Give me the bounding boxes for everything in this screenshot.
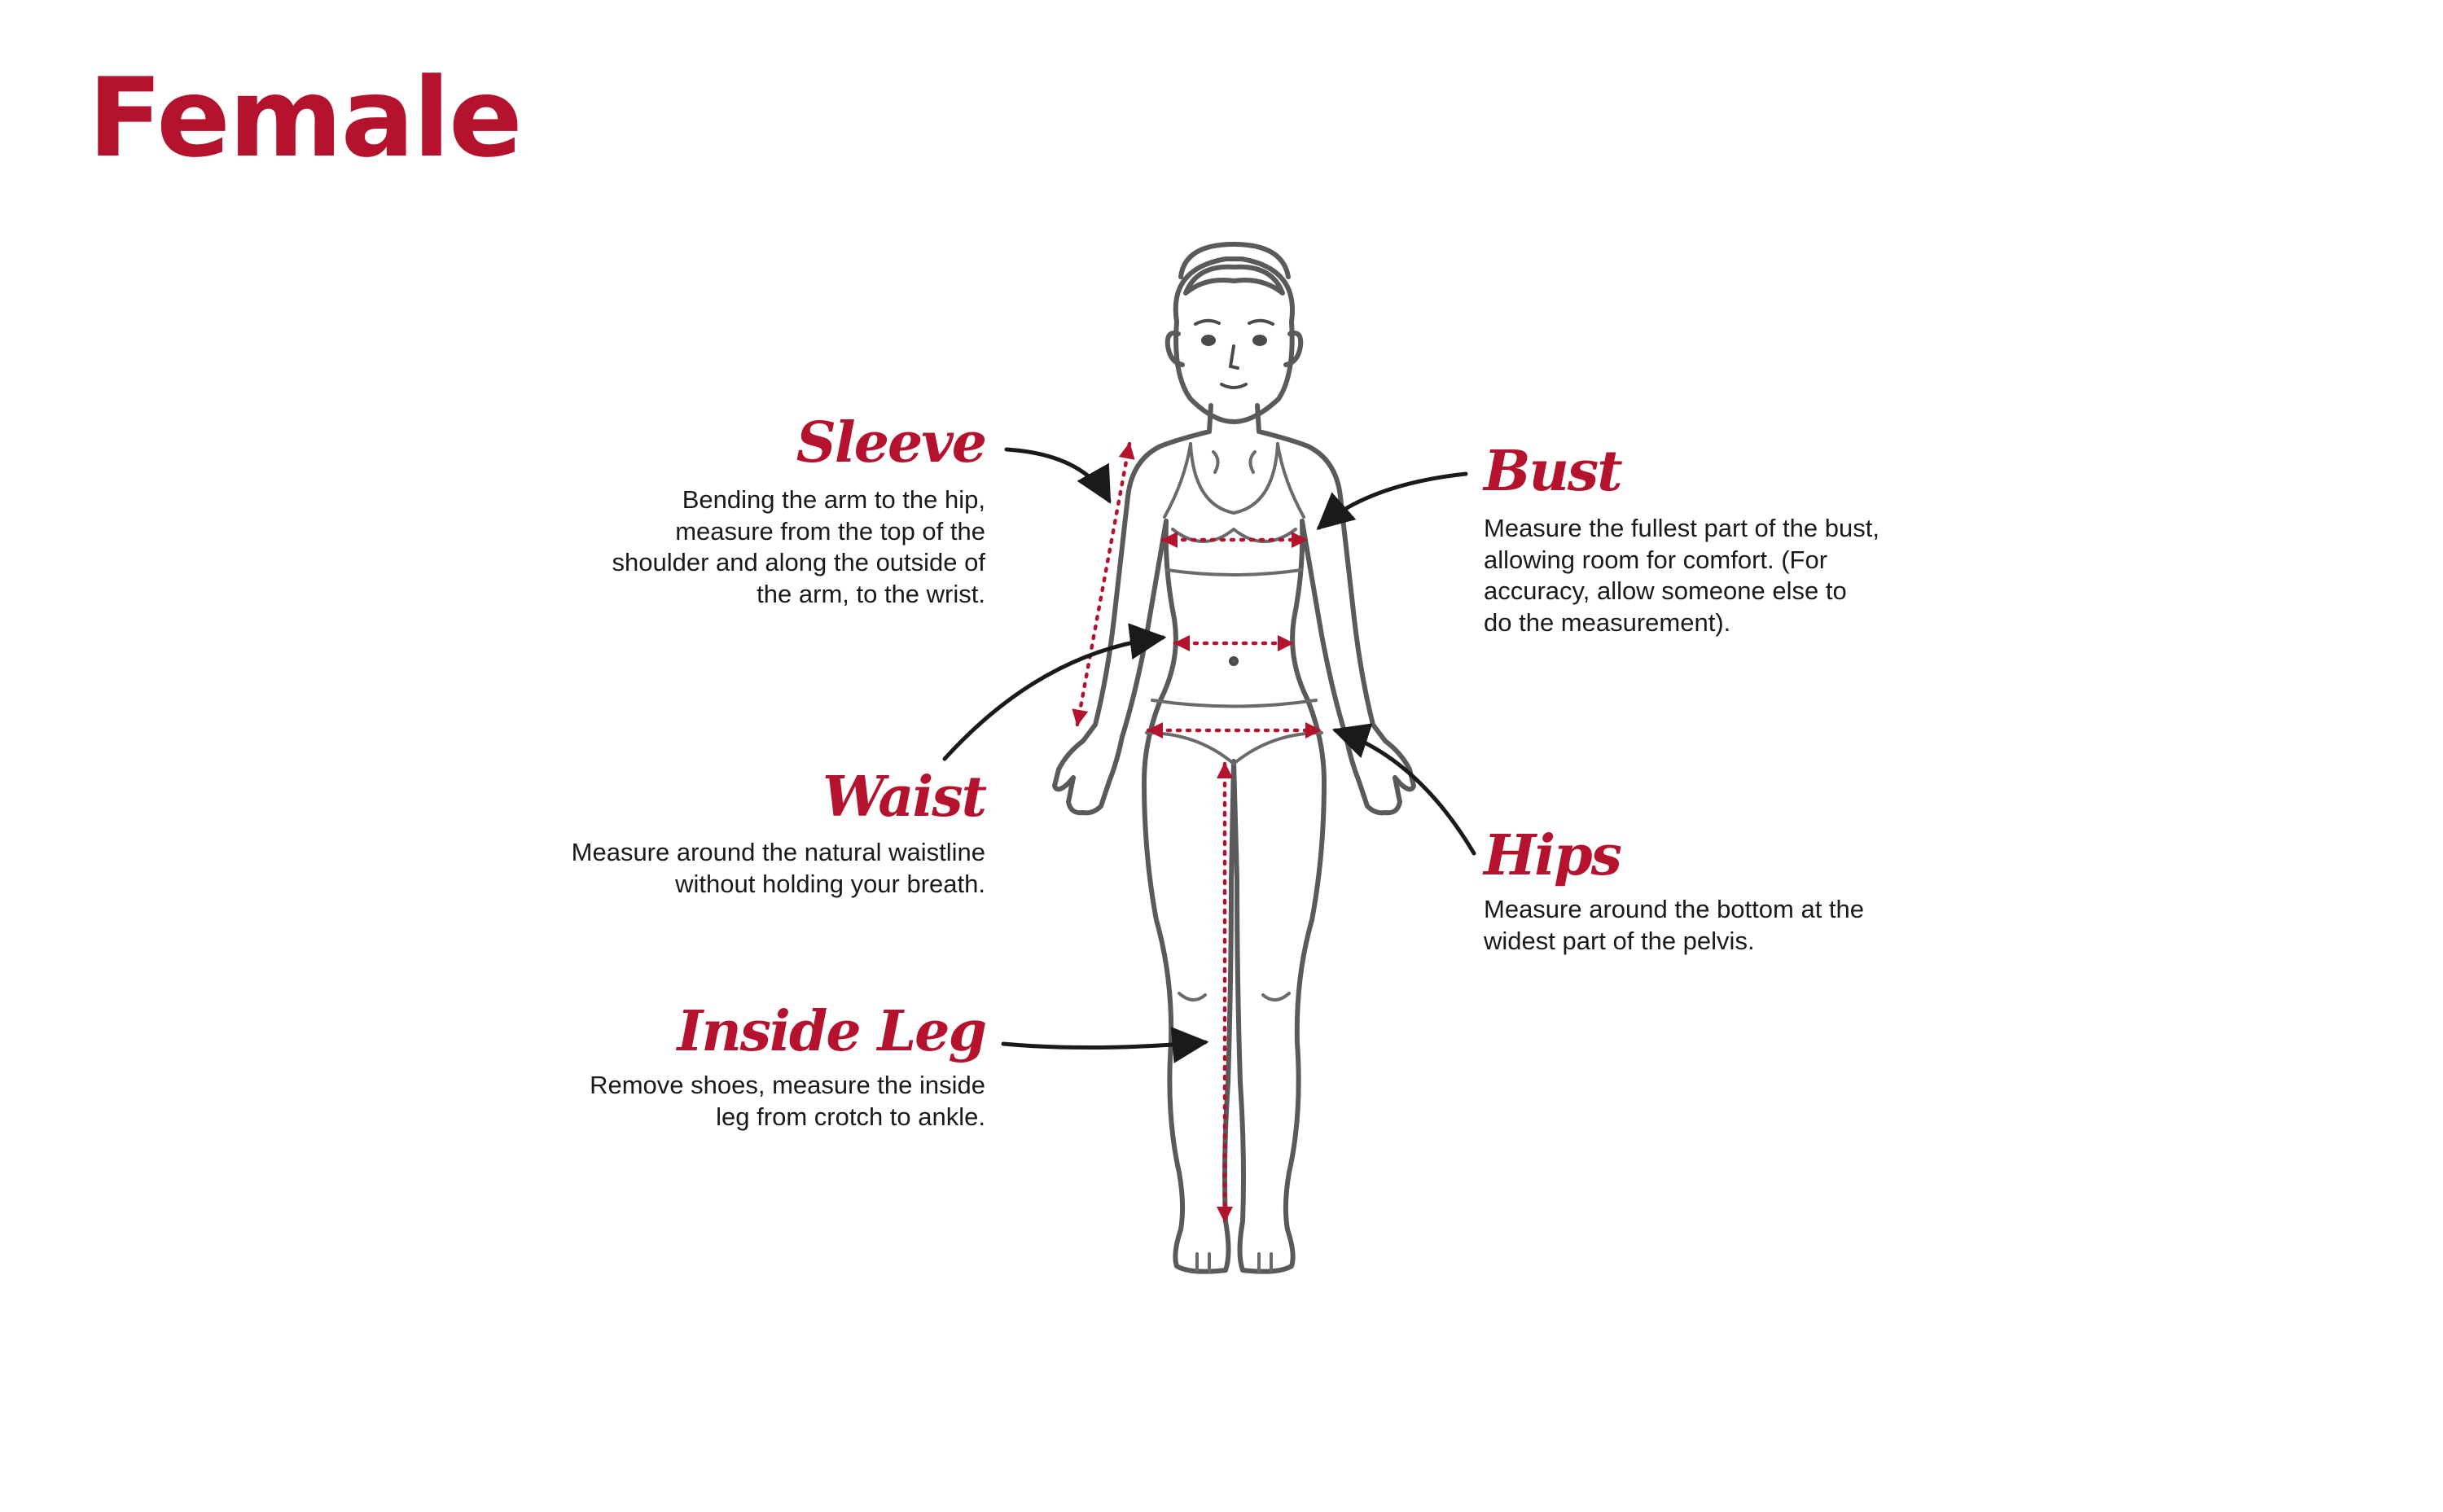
left-knee [1179,993,1205,1000]
right-eyebrow [1249,321,1273,324]
hips-description: Measure around the bottom at the widest part of the pelvis. [1484,895,1865,955]
right-knee [1263,993,1289,1000]
face [1195,321,1273,664]
mouth [1222,384,1246,388]
hips-pointer-arrow [1336,730,1474,853]
hips-label: Hips [1484,823,1621,888]
right-torso-leg [1234,521,1324,1272]
sleeve-description: Bending the arm to the hip, measure from the top of the shoulder and along the outside of the arm, to the wrist. [612,485,985,608]
bra-strap-left [1164,444,1191,517]
collar-left [1213,452,1218,472]
bust-label: Bust [1484,439,1621,504]
inside-leg-description: Remove shoes, measure the inside leg from crotch to ankle. [590,1071,985,1131]
bra-band [1167,570,1301,575]
inside-leg-pointer-arrow [1003,1042,1205,1048]
waist-description: Measure around the natural waistline without holding your breath. [571,838,985,898]
briefs-leg-left [1147,733,1234,764]
left-torso-leg [1144,521,1234,1272]
collar-right [1250,452,1255,472]
briefs-top [1152,700,1316,707]
waist-label: Waist [822,765,985,830]
left-eye [1203,336,1214,344]
bust-description: Measure the fullest part of the bust, allowing room for comfort. (For accuracy, allow someone else to do the measurement). [1484,514,1879,637]
briefs-leg-right [1234,733,1322,764]
inside-leg-label: Inside Leg [677,999,985,1064]
right-eye [1254,336,1265,344]
navel [1230,658,1237,664]
sleeve-label: Sleeve [796,410,985,476]
measurement-guides [1077,444,1320,1221]
hairline [1186,267,1283,293]
left-shoulder-arm [1055,432,1209,813]
nose [1230,346,1238,368]
waist-pointer-arrow [945,638,1163,759]
bra-neckline [1191,444,1278,513]
sleeve-pointer-arrow [1007,449,1109,501]
bra-strap-right [1278,444,1304,517]
page-title: Female [88,55,521,182]
left-eyebrow [1195,321,1219,324]
female-body-outline [1055,244,1414,1272]
